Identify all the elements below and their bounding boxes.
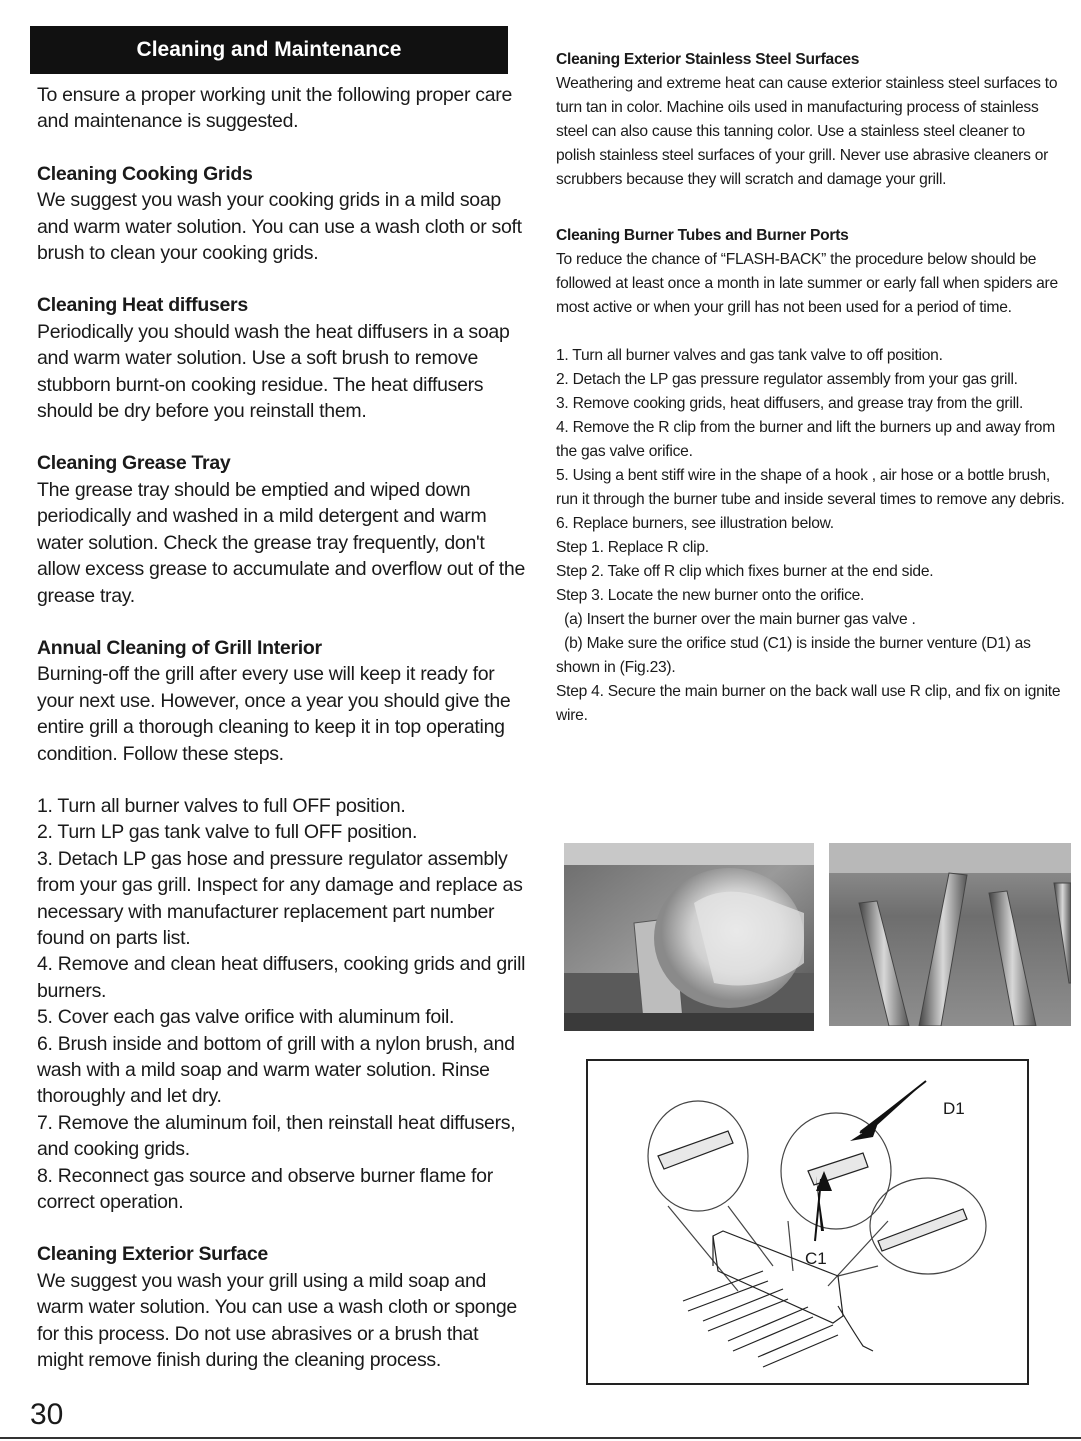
label-c1: C1 <box>805 1249 827 1268</box>
label-d1: D1 <box>943 1099 965 1118</box>
body-annual-cleaning: Burning-off the grill after every use will keep it ready for your next use. However, once a year you should give the entire grill a thorough cleaning to keep it in top operating condition. Follow these steps. <box>37 663 511 765</box>
burner-step: Step 1. Replace R clip. <box>556 539 709 556</box>
heading-cooking-grids: Cleaning Cooking Grids <box>37 162 253 185</box>
body-stainless: Weathering and extreme heat can cause exterior stainless steel surfaces to turn tan in color. Machine oils used in manufacturing process of stainless steel can also cause this tanning color. Use a stainless steel cleaner to polish stainless steel surfaces of your grill. Never use abrasive cleaners or scrubbers because they will scratch and damage your grill. <box>556 75 1058 188</box>
body-burner-tubes: To reduce the chance of “FLASH-BACK” the procedure below should be followed at least once a month in late summer or early fall when spiders are most active or when your grill has not been used for a period of time. <box>556 251 1058 316</box>
body-cooking-grids: We suggest you wash your cooking grids in a mild soap and warm water solution. You can use a wash cloth or soft brush to clean your cooking grids. <box>37 189 522 265</box>
heading-grease-tray: Cleaning Grease Tray <box>37 452 231 475</box>
burner-step: 3. Remove cooking grids, heat diffusers, and grease tray from the grill. <box>556 395 1024 412</box>
heading-burner-tubes: Cleaning Burner Tubes and Burner Ports <box>556 227 849 244</box>
photo-hand-removing-burner <box>564 843 814 1031</box>
section-banner: Cleaning and Maintenance <box>30 26 508 74</box>
heading-exterior-surface: Cleaning Exterior Surface <box>37 1243 268 1266</box>
right-column <box>556 48 1066 728</box>
annual-step: 8. Reconnect gas source and observe burner flame for correct operation. <box>37 1164 493 1214</box>
annual-step: 7. Remove the aluminum foil, then reinstall heat diffusers, and cooking grids. <box>37 1111 516 1161</box>
heading-heat-diffusers: Cleaning Heat diffusers <box>37 294 248 317</box>
burner-step: (a) Insert the burner over the main burner gas valve . <box>556 611 916 628</box>
burner-step: Step 2. Take off R clip which fixes burner at the end side. <box>556 563 934 580</box>
annual-step: 1. Turn all burner valves to full OFF position. <box>37 794 406 817</box>
burner-step: 2. Detach the LP gas pressure regulator assembly from your gas grill. <box>556 371 1018 388</box>
page-number: 30 <box>30 1398 64 1431</box>
burner-step: Step 4. Secure the main burner on the back wall use R clip, and fix on ignite wire. <box>556 683 1061 724</box>
burner-step: 6. Replace burners, see illustration below. <box>556 515 834 532</box>
annual-step: 5. Cover each gas valve orifice with aluminum foil. <box>37 1006 455 1029</box>
annual-step: 6. Brush inside and bottom of grill with a nylon brush, and wash with a mild soap and warm water solution. Rinse thoroughly and let dry. <box>37 1032 515 1108</box>
photo-burner-tubes <box>829 843 1071 1026</box>
burner-step: 1. Turn all burner valves and gas tank valve to off position. <box>556 347 943 364</box>
burner-installation-diagram <box>586 1059 1029 1385</box>
body-exterior-surface: We suggest you wash your grill using a mild soap and warm water solution. You can use a wash cloth or sponge for this process. Do not use abrasives or a brush that might remove finish during the cleaning process. <box>37 1269 517 1372</box>
annual-step: 4. Remove and clean heat diffusers, cooking grids and grill burners. <box>37 953 526 1002</box>
footer-rule <box>0 1437 1081 1439</box>
heading-stainless: Cleaning Exterior Stainless Steel Surfaces <box>556 51 860 68</box>
burner-step: 4. Remove the R clip from the burner and lift the burners up and away from the gas valve orifice. <box>556 419 1055 460</box>
left-column <box>37 82 529 1373</box>
intro-text: To ensure a proper working unit the following proper care and maintenance is suggested. <box>37 84 513 133</box>
annual-step: 3. Detach LP gas hose and pressure regulator assembly from your gas grill. Inspect for any damage and replace as necessary with manufacturer replacement part number found on parts list. <box>37 847 523 949</box>
heading-annual-cleaning: Annual Cleaning of Grill Interior <box>37 636 322 659</box>
annual-step: 2. Turn LP gas tank valve to full OFF position. <box>37 821 418 844</box>
burner-step: 5. Using a bent stiff wire in the shape of a hook , air hose or a bottle brush, run it through the burner tube and inside several times to remove any debris. <box>556 467 1065 508</box>
burner-step: Step 3. Locate the new burner onto the orifice. <box>556 587 865 604</box>
body-grease-tray: The grease tray should be emptied and wiped down periodically and washed in a mild detergent and warm water solution. Check the grease tray frequently, don't allow excess grease to accumulate and overflow out of the grease tray. <box>37 478 526 607</box>
body-heat-diffusers: Periodically you should wash the heat diffusers in a soap and warm water solution. Use a soft brush to remove stubborn burnt-on cooking residue. The heat diffusers should be dry before you reinstall them. <box>37 320 510 423</box>
burner-step: (b) Make sure the orifice stud (C1) is inside the burner venture (D1) as shown in (Fig.23). <box>556 635 1035 676</box>
